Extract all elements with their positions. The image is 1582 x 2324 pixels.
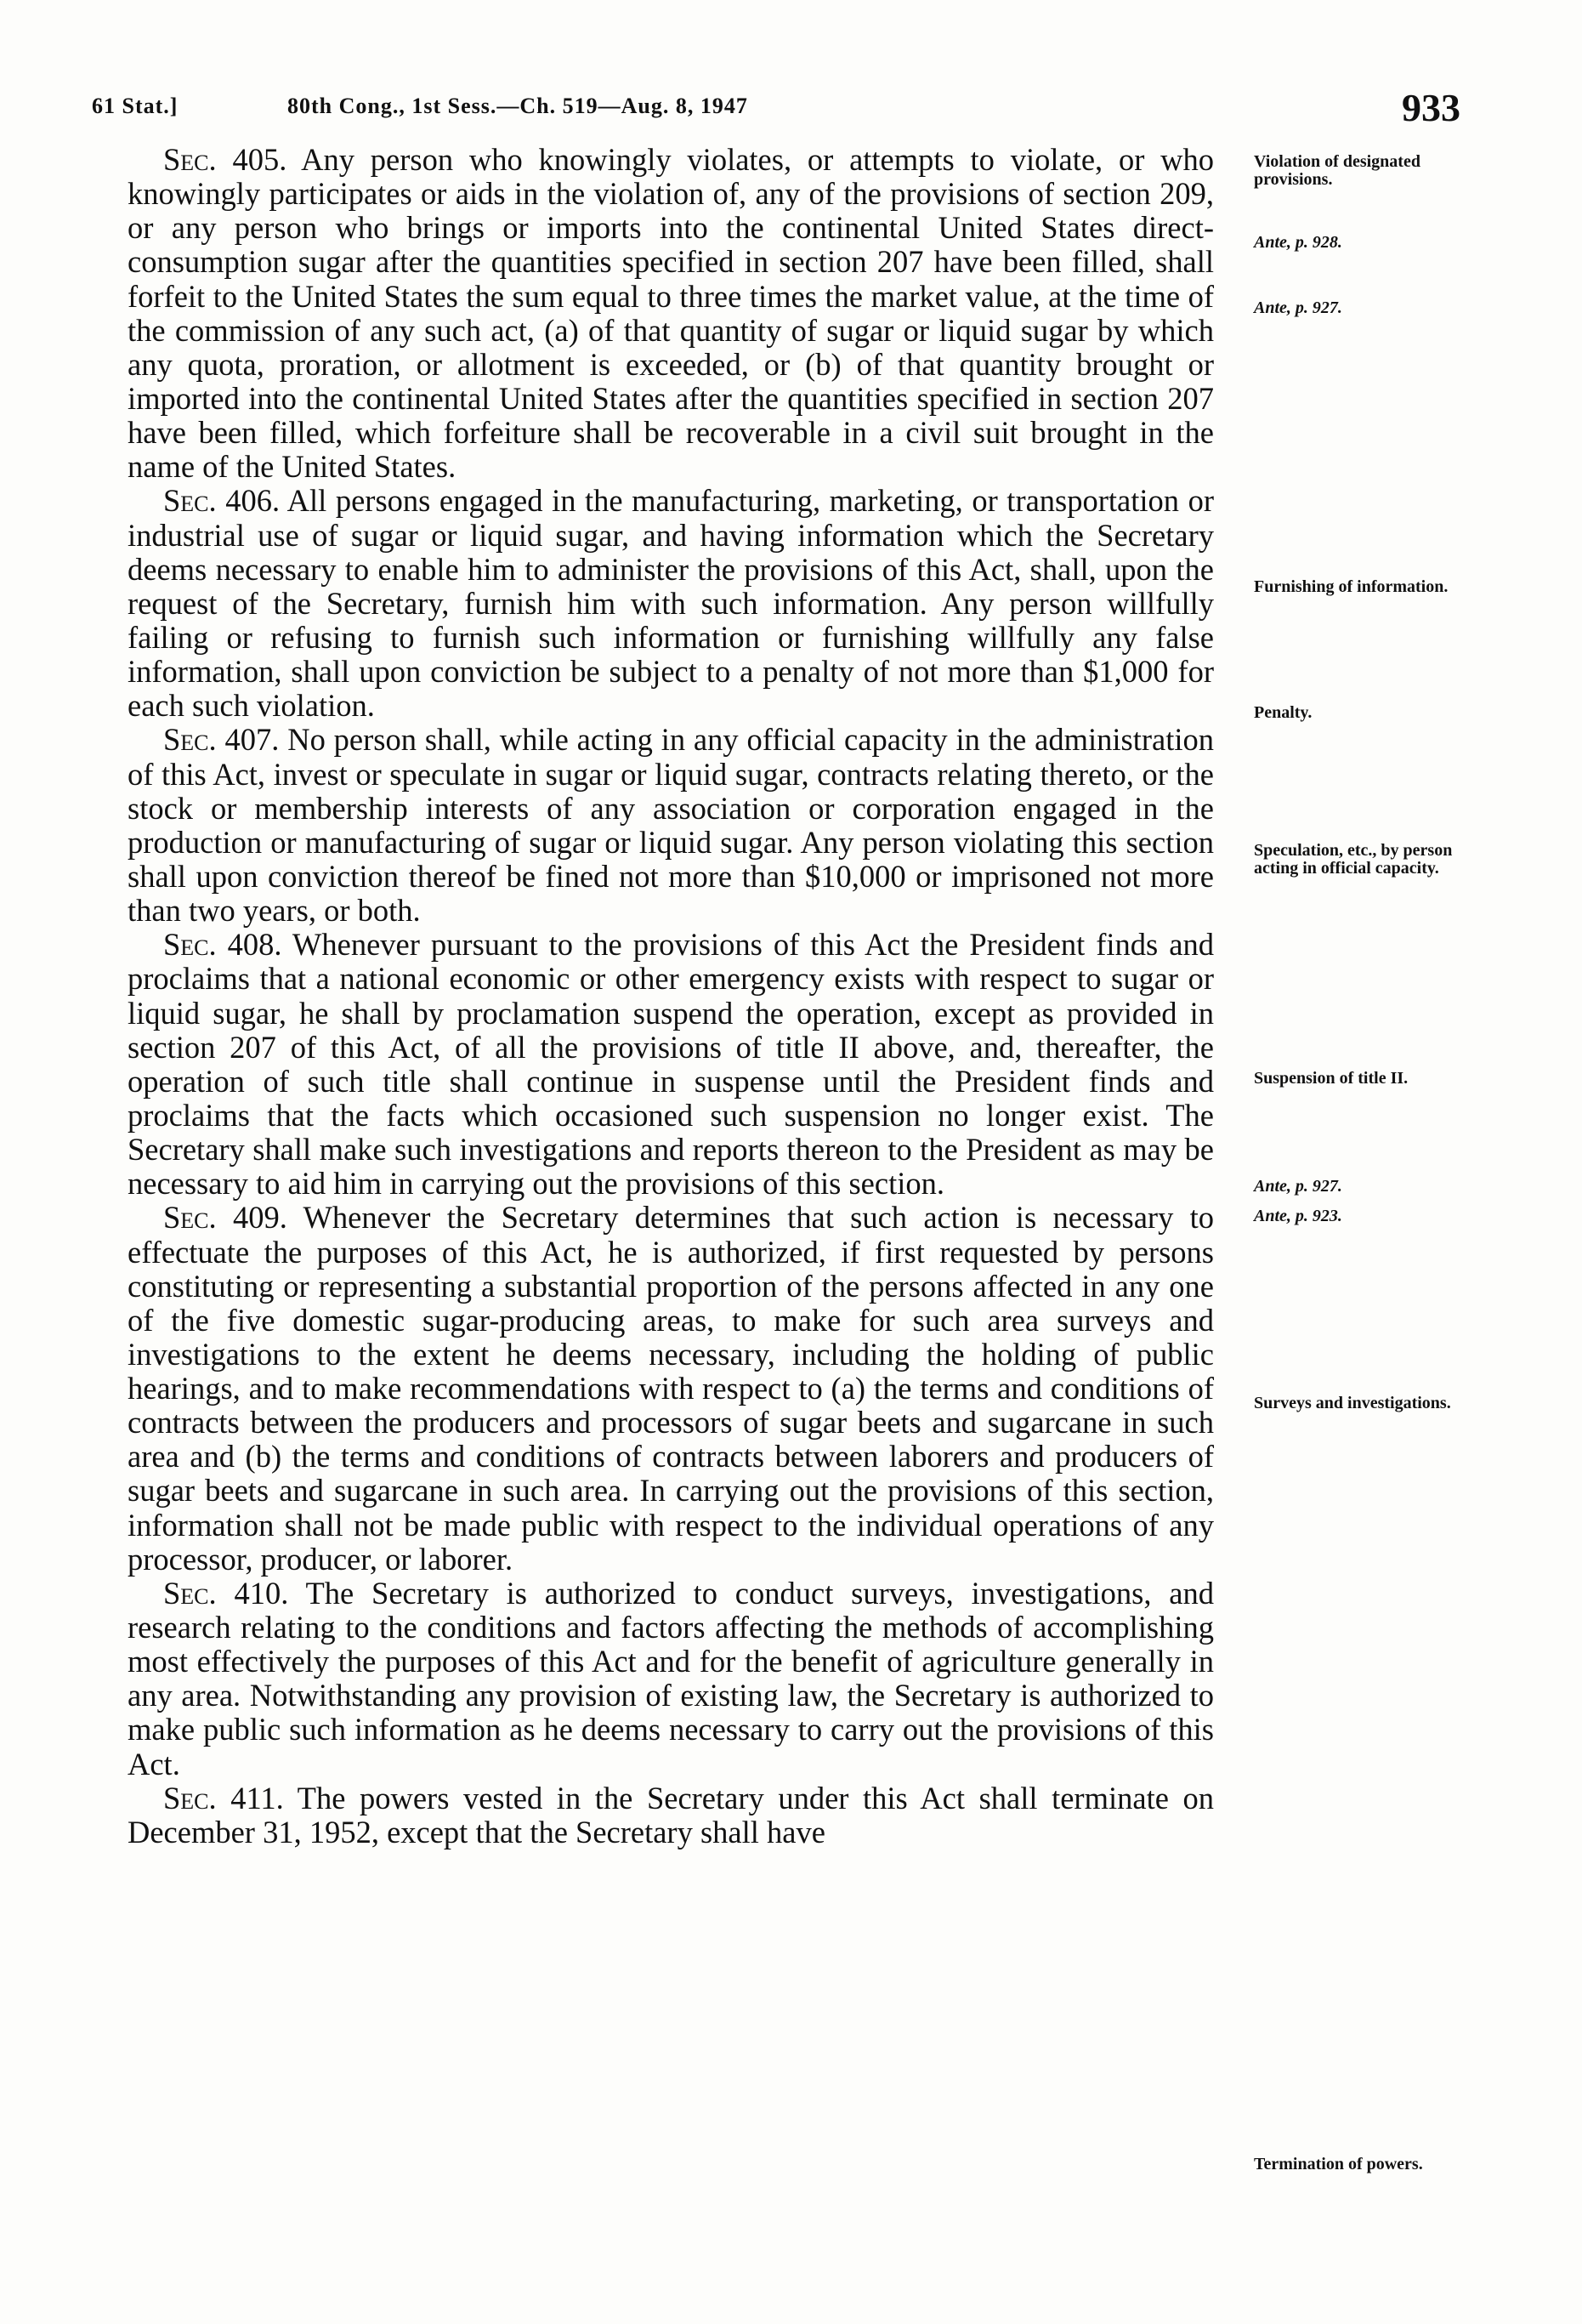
section-text: Whenever pursuant to the provisions of this Act the President finds and proclaims that a national economic or other emergency exists with respect to sugar or liquid sugar, he shall by proclamation suspend the operation, except as provided in section 207 of this Act, of all the provisions of title II above, and, thereafter, the operation of such title shall continue in suspense until the President finds and proclaims that the facts which occasioned such suspension no longer exist. The Secretary shall make such investigations and reports thereon to the President as may be necessary to aid him in carrying out the provisions of this section. (128, 927, 1214, 1202)
margin-note-penalty: Penalty. (1254, 703, 1313, 722)
section-406 (128, 484, 1214, 723)
section-label: Sec. 410. (163, 1575, 289, 1611)
section-407 (128, 723, 1214, 928)
margin-note-ante-923: Ante, p. 923. (1254, 1207, 1342, 1225)
section-408 (128, 928, 1214, 1201)
margin-note-ante-927b: Ante, p. 927. (1254, 1177, 1342, 1196)
page-number: 933 (1402, 86, 1460, 129)
section-text: No person shall, while acting in any official capacity in the administration of this Act, invest or speculate in sugar or liquid sugar, contracts relating thereto, or the stock or membership interests of any association or corporation engaged in the production or manufacturing of sugar or liquid sugar. Any person violating this section shall upon conviction thereof be fined not more than $10,000 or imprisoned not more than two years, or both. (128, 722, 1214, 929)
section-text: Any person who knowingly violates, or attempts to violate, or who knowingly participates or aids in the violation of, any of the provisions of section 209, or any person who brings or imports into the continental United States direct-consumption sugar after the quantities specified in section 207 have been filled, shall forfeit to the United States the sum equal to three times the market value, at the time of the commission of any such act, (a) of that quantity of sugar or liquid sugar by which any quota, proration, or allotment is exceeded, or (b) of that quantity brought or imported into the continental United States after the quantities specified in section 207 have been filled, which forfeiture shall be recoverable in a civil suit brought in the name of the United States. (128, 142, 1215, 485)
section-text: Whenever the Secretary determines that such action is necessary to effectuate the purposes of this Act, he is authorized, if first requested by persons constituting or representing a substantial proportion of the persons affected in any one of the five domestic sugar-producing areas, to make for such area surveys and investigations to the extent he deems necessary, including the holding of public hearings, and to make recommendations with respect to (a) the terms and conditions of contracts between the producers and processors of sugar beets and sugarcane in such area and (b) the terms and conditions of contracts between laborers and producers of sugar beets and sugarcane in such area. In carrying out the provisions of this section, information shall not be made public with respect to the individual operations of any processor, producer, or laborer. (128, 1200, 1214, 1577)
margin-note-ante-927: Ante, p. 927. (1254, 298, 1342, 317)
margin-note-speculation: Speculation, etc., by person acting in official capacity. (1254, 841, 1453, 878)
section-label: Sec. 408. (163, 927, 282, 963)
section-text: The Secretary is authorized to conduct surveys, investigations, and research relating to the conditions and factors affecting the methods of accomplishing most effectively the purposes of this Act and for the benefit of agriculture generally in any area. Notwithstanding any provision of existing law, the Secretary is authorized to make public such information as he deems necessary to carry out the provisions of this Act. (128, 1575, 1214, 1781)
margin-note-surveys: Surveys and investigations. (1254, 1394, 1451, 1412)
section-label: Sec. 406. (163, 483, 281, 519)
section-405 (128, 143, 1214, 484)
section-label: Sec. 411. (163, 1780, 284, 1815)
volume-citation: 61 Stat.] (92, 94, 179, 118)
running-header (92, 85, 1460, 136)
section-411 (128, 1781, 1214, 1850)
section-label: Sec. 409. (163, 1200, 287, 1236)
section-text: The powers vested in the Secretary under this Act shall terminate on December 31, 1952, except that the Secretary shall have (128, 1780, 1214, 1850)
section-text: All persons engaged in the manufacturing, marketing, or transportation or industrial use of sugar or liquid sugar, and having information which the Secretary deems necessary to enable him to administer the provisions of this Act, shall, upon the request of the Secretary, furnish him with such information. Any person willfully failing or refusing to furnish such information or furnishing willfully any false information, shall upon conviction be subject to a penalty of not more than $1,000 for each such violation. (128, 483, 1215, 724)
section-410 (128, 1577, 1214, 1781)
margin-note-furnishing: Furnishing of information. (1254, 577, 1449, 596)
margin-note-ante-928: Ante, p. 928. (1254, 233, 1342, 252)
section-label: Sec. 407. (163, 722, 280, 758)
section-409 (128, 1201, 1214, 1577)
margin-note-suspension: Suspension of title II. (1254, 1069, 1409, 1088)
body-text (128, 143, 1214, 1850)
margin-note-termination: Termination of powers. (1254, 2155, 1423, 2173)
session-citation: 80th Cong., 1st Sess.—Ch. 519—Aug. 8, 1947 (287, 94, 748, 118)
margin-note-violation: Violation of designated provisions. (1254, 152, 1420, 189)
section-label: Sec. 405. (163, 142, 287, 177)
